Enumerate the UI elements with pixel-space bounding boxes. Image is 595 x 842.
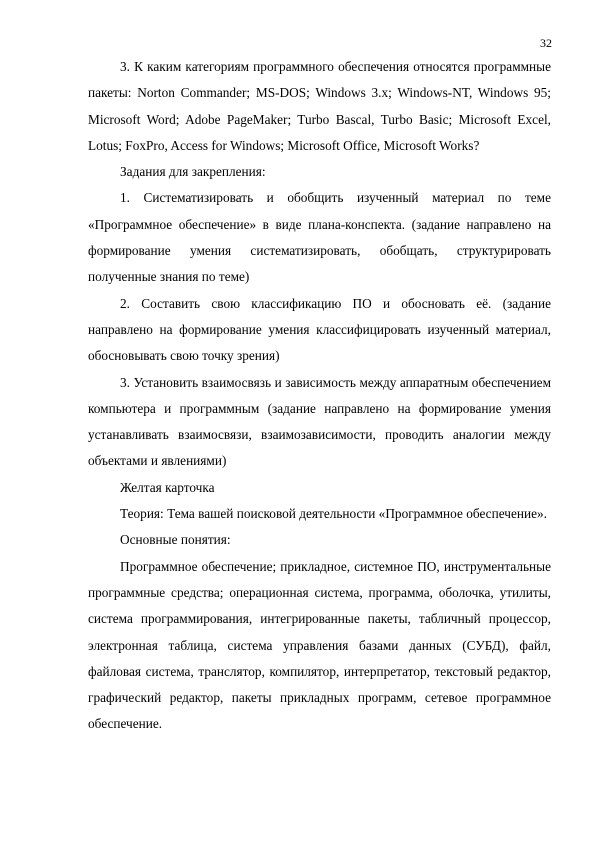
- question-3-paragraph: 3. К каким категориям программного обеспечения относятся программные пакеты: Norton Commander; MS-DOS; Windows 3.x; Windows-NT, Windows 95; Microsoft Word; Adobe PageMaker; Turbo Bascal, Turbo Basic; Microsoft Excel, Lotus; FoxPro, Access for Windows; Microsoft Office, Microsoft Works?: [88, 59, 551, 153]
- page-content: [88, 54, 551, 738]
- theory-label: Теория:: [120, 506, 164, 522]
- task-item-3: 3. Установить взаимосвязь и зависимость между аппаратным обеспечением компьютера и программным (задание направлено на формирование умения устанавливать взаимосвязи, взаимозависимости, проводить аналогии между объектами и явлениями): [88, 374, 551, 469]
- tasks-heading: Задания для закрепления:: [120, 164, 266, 180]
- concepts-heading: Основные понятия:: [120, 532, 231, 548]
- task-item-2: 2. Составить свою классификацию ПО и обосновать её. (задание направлено на формирование умения классифицировать изученный материал, обосновывать свою точку зрения): [88, 295, 551, 364]
- page-number: 32: [540, 36, 552, 50]
- theory-paragraph: [88, 501, 551, 527]
- task-item-1: 1. Систематизировать и обобщить изученный материал по теме «Программное обеспечение» в виде плана-конспекта. (задание направлено на формирование умения систематизировать, обобщать, структурировать полученные знания по теме): [88, 190, 551, 285]
- concepts-paragraph: Программное обеспечение; прикладное, системное ПО, инструментальные программные средства; операционная система, программа, оболочка, утилиты, система программирования, интегрированные пакеты, табличный процессор, электронная таблица, система управления базами данных (СУБД), файл, файловая система, транслятор, компилятор, интерпретатор, текстовый редактор, графический редактор, пакеты прикладных программ, сетевое программное обеспечение.: [88, 558, 551, 732]
- theory-text: Тема вашей поисковой деятельности «Программное обеспечение».: [167, 506, 547, 522]
- card-title: Желтая карточка: [120, 479, 215, 495]
